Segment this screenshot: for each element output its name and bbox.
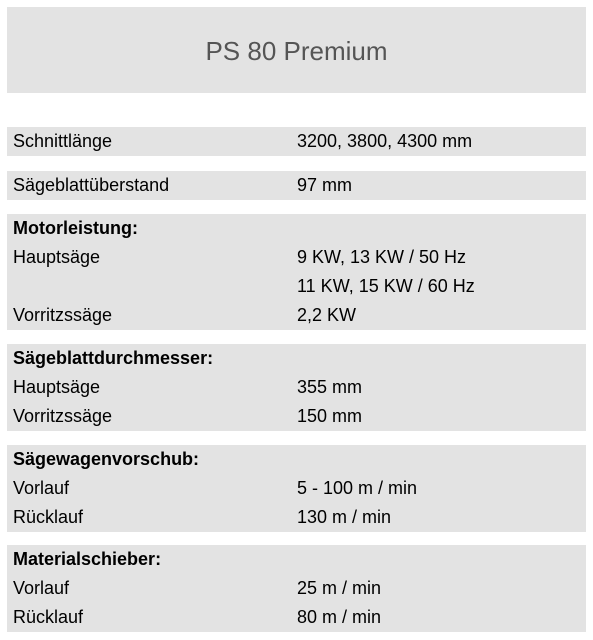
spec-row [7,171,586,200]
spec-value: 2,2 KW [297,305,357,325]
section-heading-row [7,545,586,574]
spec-row [7,402,586,431]
spec-value: 355 mm [297,377,363,397]
spec-value: 25 m / min [297,578,382,598]
spec-row [7,474,586,503]
section-heading: Materialschieber: [13,549,162,569]
spec-block-materialschieber [7,545,586,632]
spec-row [7,603,586,632]
spec-value: 130 m / min [297,507,392,527]
spec-label: Vorlauf [13,578,70,598]
spec-block-motorleistung [7,214,586,330]
spec-value: 3200, 3800, 4300 mm [297,131,473,151]
spec-row [7,272,586,301]
spec-value: 9 KW, 13 KW / 50 Hz [297,247,467,267]
spec-value: 150 mm [297,406,363,426]
spec-label: Hauptsäge [13,377,101,397]
spec-label: Rücklauf [13,507,84,527]
section-heading: Sägewagenvorschub: [13,449,200,469]
spec-label: Schnittlänge [13,131,113,151]
spec-label: Vorritzssäge [13,305,113,325]
spec-label: Sägeblattüberstand [13,175,170,195]
section-heading: Sägeblattdurchmesser: [13,348,214,368]
spec-row [7,574,586,603]
spec-value: 97 mm [297,175,353,195]
spec-row [7,301,586,330]
section-heading-row [7,214,586,243]
spec-label: Vorritzssäge [13,406,113,426]
spec-value: 11 KW, 15 KW / 60 Hz [297,276,475,296]
spec-block-saegewagenvorschub [7,445,586,532]
spec-label: Hauptsäge [13,247,101,267]
spec-value: 5 - 100 m / min [297,478,418,498]
section-heading: Motorleistung: [13,218,138,238]
title-banner [7,7,586,93]
page-title: PS 80 Premium [205,35,388,66]
spec-value: 80 m / min [297,607,382,627]
spec-block-schnittlaenge [7,127,586,156]
spec-label: Vorlauf [13,478,70,498]
spec-row [7,503,586,532]
section-heading-row [7,445,586,474]
spec-row [7,127,586,156]
spec-block-saegeblattueberstand [7,171,586,200]
spec-block-saegeblattdurchmesser [7,344,586,431]
section-heading-row [7,344,586,373]
spec-row [7,243,586,272]
spec-label: Rücklauf [13,607,84,627]
spec-row [7,373,586,402]
